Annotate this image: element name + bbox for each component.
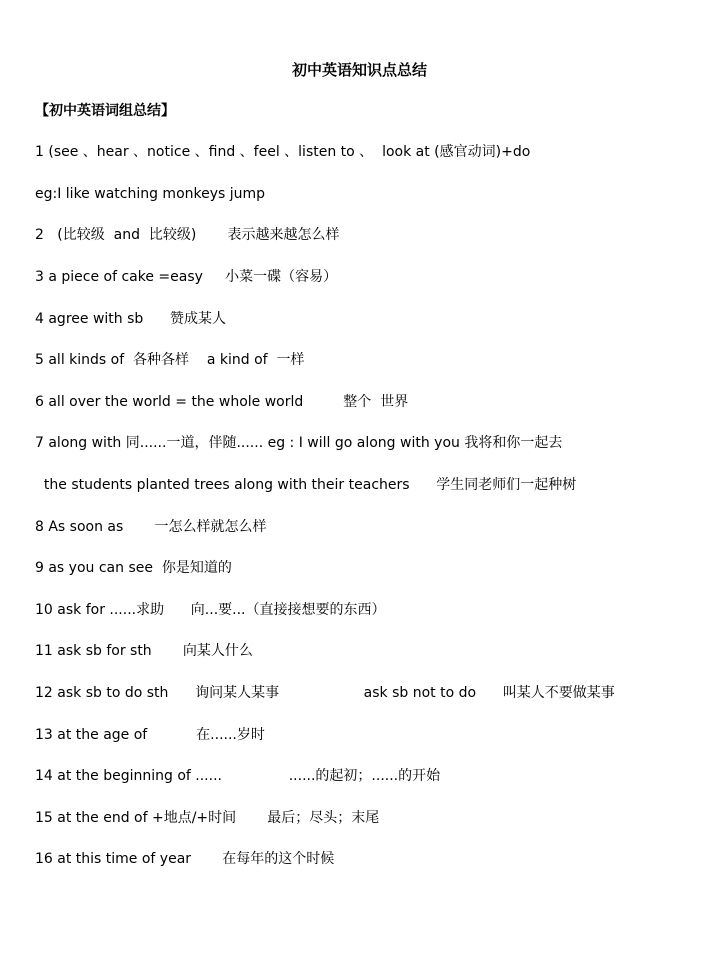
phrase-line: 9 as you can see 你是知道的 [35, 560, 232, 576]
phrase-line: 12 ask sb to do sth 询问某人某事 ask sb not to do 叫某人不要做某事 [35, 685, 615, 701]
phrase-line: 15 at the end of +地点/+时间 最后；尽头；末尾 [35, 810, 380, 826]
phrase-line: 1 (see 、hear 、notice 、find 、feel 、listen to 、 look at (感官动词)+do [35, 144, 531, 160]
document-title: 初中英语知识点总结 [291, 61, 427, 79]
phrase-line: 10 ask for ......求助 向...要...（直接接想要的东西） [35, 602, 386, 618]
phrase-line: 3 a piece of cake =easy 小菜一碟（容易） [35, 269, 338, 285]
phrase-line: 11 ask sb for sth 向某人什么 [35, 643, 253, 659]
phrase-line: 4 agree with sb 赞成某人 [35, 311, 226, 327]
phrase-line: 14 at the beginning of ...... ......的起初；......的开始 [35, 768, 441, 784]
phrase-line: 5 all kinds of 各种各样 a kind of 一样 [35, 352, 305, 368]
phrase-line: eg:I like watching monkeys jump [35, 186, 266, 202]
phrase-line: 2 (比较级 and 比较级) 表示越来越怎么样 [35, 227, 340, 243]
phrase-line: 6 all over the world = the whole world 整个 世界 [35, 394, 409, 410]
phrase-line: 8 As soon as 一怎么样就怎么样 [35, 519, 267, 535]
phrase-line: 7 along with 同......一道，伴随...... eg : I will go along with you 我将和你一起去 [35, 435, 563, 451]
phrase-line: 13 at the age of 在......岁时 [35, 727, 265, 743]
phrase-line: 16 at this time of year 在每年的这个时候 [35, 851, 335, 867]
section-heading: 【初中英语词组总结】 [35, 103, 175, 119]
phrase-line: the students planted trees along with their teachers 学生同老师们一起种树 [35, 477, 577, 493]
